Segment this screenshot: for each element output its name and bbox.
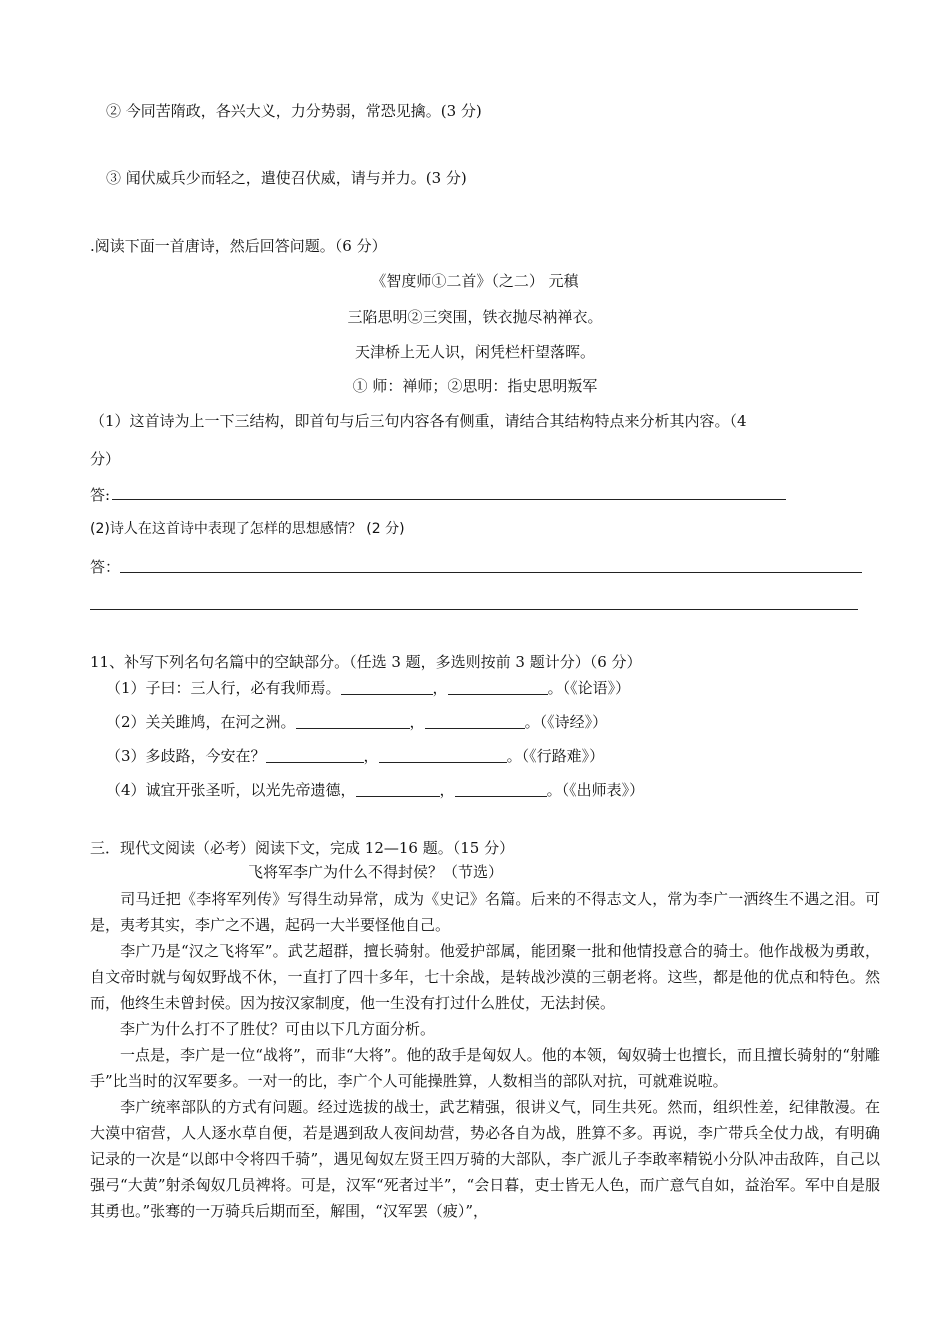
fill-item-4-text: （4）诚宜开张圣听，以光先帝遗德， — [106, 781, 356, 799]
fill-blank-1b[interactable] — [448, 680, 548, 695]
poem-line-2: 天津桥上无人识，闲凭栏杆望落晖。 — [354, 343, 595, 361]
answer-2-label: 答： — [90, 558, 121, 576]
fill-blank-3b[interactable] — [379, 748, 507, 763]
classical-question-3: ③ 闻伏威兵少而轻之，遣使召伏威，请与并力。(3 分) — [106, 169, 467, 187]
article-paragraph: 李广乃是“汉之飞将军”。武艺超群，擅长骑射。他爱护部属，能团聚一批和他情投意合的骑士。他作战极为勇敢，自文帝时就与匈奴野战不休，一直打了四十多年，七十余战，是转战沙漠的三朝老将。这些，都是他的优点和特色。然而，他终生未曾封侯。因为按汉家制度，他一生没有打过什么胜仗，无法封侯。 — [90, 942, 880, 1012]
fill-blank-2b[interactable] — [425, 714, 525, 729]
article-paragraph: 李广统率部队的方式有问题。经过选拔的战士，武艺精强，很讲义气，同生共死。然而，组织性差，纪律散漫。在大漠中宿营，人人逐水草自便，若是遇到敌人夜间劫营，势必各自为战，胜算不多。再说，李广带兵全仗力战，有明确记录的一次是“以郎中令将四千骑”，遇见匈奴左贤王四万骑的大部队，李广派儿子李敢率精锐小分队冲击敌阵，自己以强弓“大黄”射杀匈奴几员裨将。可是，汉军“死者过半”，“会日暮，吏士皆无人色，而广意气自如，益治军。军中自是服其勇也。”张骞的一万骑兵后期而至，解围，“汉军罢（疲）”， — [90, 1098, 880, 1220]
fill-item-1-text: （1）子曰：三人行，必有我师焉。 — [106, 679, 341, 697]
fill-item-4 — [106, 780, 644, 800]
fill-blank-4b[interactable] — [455, 782, 547, 797]
article-title: 飞将军李广为什么不得封侯？（节选） — [248, 863, 504, 881]
fill-item-2-text: （2）关关雎鸠，在河之洲。 — [106, 713, 296, 731]
poem-question-2: (2)诗人在这首诗中表现了怎样的思想感情？ (2 分) — [90, 521, 405, 537]
classical-question-2: ② 今同苦隋政，各兴大义，力分势弱，常恐见擒。(3 分) — [106, 102, 482, 120]
answer-1-line[interactable] — [112, 499, 786, 500]
fill-item-3 — [106, 746, 604, 766]
fill-item-2-sep: ， — [409, 713, 425, 731]
fill-item-3-source: 。（《行路难》） — [506, 747, 605, 765]
fill-item-2 — [106, 712, 607, 732]
answer-1-label: 答: — [90, 486, 111, 504]
article-paragraph: 司马迁把《李将军列传》写得生动异常，成为《史记》名篇。后来的不得志文人，常为李广一洒终生不遇之泪。可是，夷考其实，李广之不遇，起码一大半要怪他自己。 — [90, 890, 880, 934]
fill-item-1-sep: ， — [432, 679, 448, 697]
poem-question-1-cont: 分） — [90, 450, 121, 468]
article-paragraph: 李广为什么打不了胜仗？可由以下几方面分析。 — [120, 1020, 436, 1038]
modern-section-heading: 三．现代文阅读（必考）阅读下文，完成 12—16 题。（15 分） — [90, 839, 515, 857]
fill-item-3-text: （3）多歧路，今安在？ — [106, 747, 266, 765]
fill-title: 11、补写下列名句名篇中的空缺部分。（任选 3 题，多选则按前 3 题计分）（6 分） — [90, 653, 642, 671]
poem-line-1: 三陷思明②三突围，铁衣抛尽衲禅衣。 — [347, 308, 603, 326]
fill-blank-2a[interactable] — [296, 714, 410, 729]
answer-2-line-1[interactable] — [120, 572, 862, 573]
poem-note: ① 师：禅师；②思明：指史思明叛军 — [352, 377, 598, 395]
fill-item-4-source: 。（《出师表》） — [546, 781, 645, 799]
poem-question-1: （1）这首诗为上一下三结构，即首句与后三句内容各有侧重，请结合其结构特点来分析其内容。（4 — [90, 412, 747, 430]
article-body — [90, 886, 880, 1224]
fill-blank-4a[interactable] — [356, 782, 440, 797]
fill-item-2-source: 。（《诗经》） — [524, 713, 608, 731]
fill-item-1 — [106, 678, 630, 698]
answer-2-line-2[interactable] — [90, 609, 858, 610]
fill-item-1-source: 。（《论语》） — [547, 679, 631, 697]
fill-blank-3a[interactable] — [266, 748, 364, 763]
poem-intro: .阅读下面一首唐诗，然后回答问题。（6 分） — [90, 237, 387, 255]
article-paragraph: 一点是，李广是一位“战将”，而非“大将”。他的敌手是匈奴人。他的本领，匈奴骑士也擅长，而且擅长骑射的“射雕手”比当时的汉军要多。一对一的比，李广个人可能操胜算，人数相当的部队对抗，可就难说啦。 — [90, 1046, 880, 1090]
fill-item-3-sep: ， — [363, 747, 379, 765]
fill-item-4-sep: ， — [439, 781, 455, 799]
poem-title: 《智度师①二首》（之二） 元稹 — [371, 272, 579, 290]
fill-blank-1a[interactable] — [341, 680, 433, 695]
